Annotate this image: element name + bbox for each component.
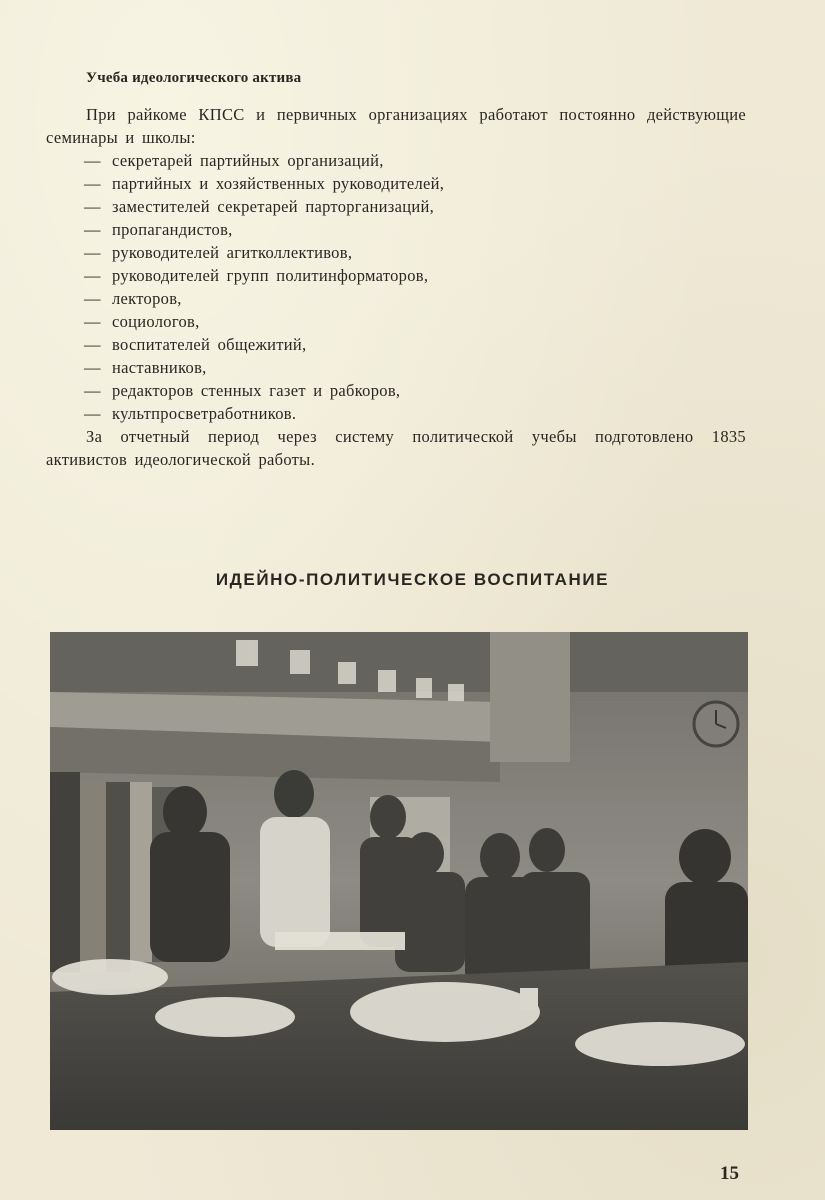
dash-marker: — [84,151,101,170]
list-item [84,218,746,241]
list-item-text: руководителей агитколлективов, [112,243,353,262]
list-item [84,333,746,356]
list-item [84,310,746,333]
list-item [84,287,746,310]
chapter-title: ИДЕЙНО-ПОЛИТИЧЕСКОЕ ВОСПИТАНИЕ [215,570,610,589]
workshop-photo [50,632,748,1130]
workshop-photo-illustration [50,632,748,1130]
intro-paragraph: При райкоме КПСС и первичных организациях работают постоянно действующие семинары и школы: [46,105,746,147]
dash-marker: — [84,335,101,354]
list-item-text: лекторов, [112,289,182,308]
list-item-text: заместителей секретарей парторганизаций, [112,197,435,216]
dash-marker: — [84,197,101,216]
list-item-text: пропагандистов, [112,220,233,239]
summary-paragraph: За отчетный период через систему политической учебы подготовлено 1835 активистов идеологической работы. [46,427,746,469]
dash-marker: — [84,358,101,377]
list-item [84,356,746,379]
dash-marker: — [84,404,101,423]
dash-marker: — [84,174,101,193]
list-item [84,149,746,172]
list-item-text: воспитателей общежитий, [112,335,307,354]
list-item-text: руководителей групп политинформаторов, [112,266,429,285]
list-item-text: наставников, [112,358,207,377]
list-item-text: редакторов стенных газет и рабкоров, [112,381,401,400]
dash-marker: — [84,220,101,239]
dash-marker: — [84,381,101,400]
list-item [84,379,746,402]
list-item [84,195,746,218]
seminar-list [46,149,746,425]
list-item [84,172,746,195]
dash-marker: — [84,312,101,331]
list-item-text: социологов, [112,312,200,331]
list-item-text: культпросветработников. [112,404,297,423]
list-item [84,402,746,425]
page-number: 15 [720,1163,739,1184]
list-item [84,241,746,264]
list-item [84,264,746,287]
list-item-text: секретарей партийных организаций, [112,151,384,170]
dash-marker: — [84,243,101,262]
list-item-text: партийных и хозяйственных руководителей, [112,174,445,193]
dash-marker: — [84,289,101,308]
section-heading: Учеба идеологического актива [86,70,302,86]
section-body [46,103,746,471]
dash-marker: — [84,266,101,285]
